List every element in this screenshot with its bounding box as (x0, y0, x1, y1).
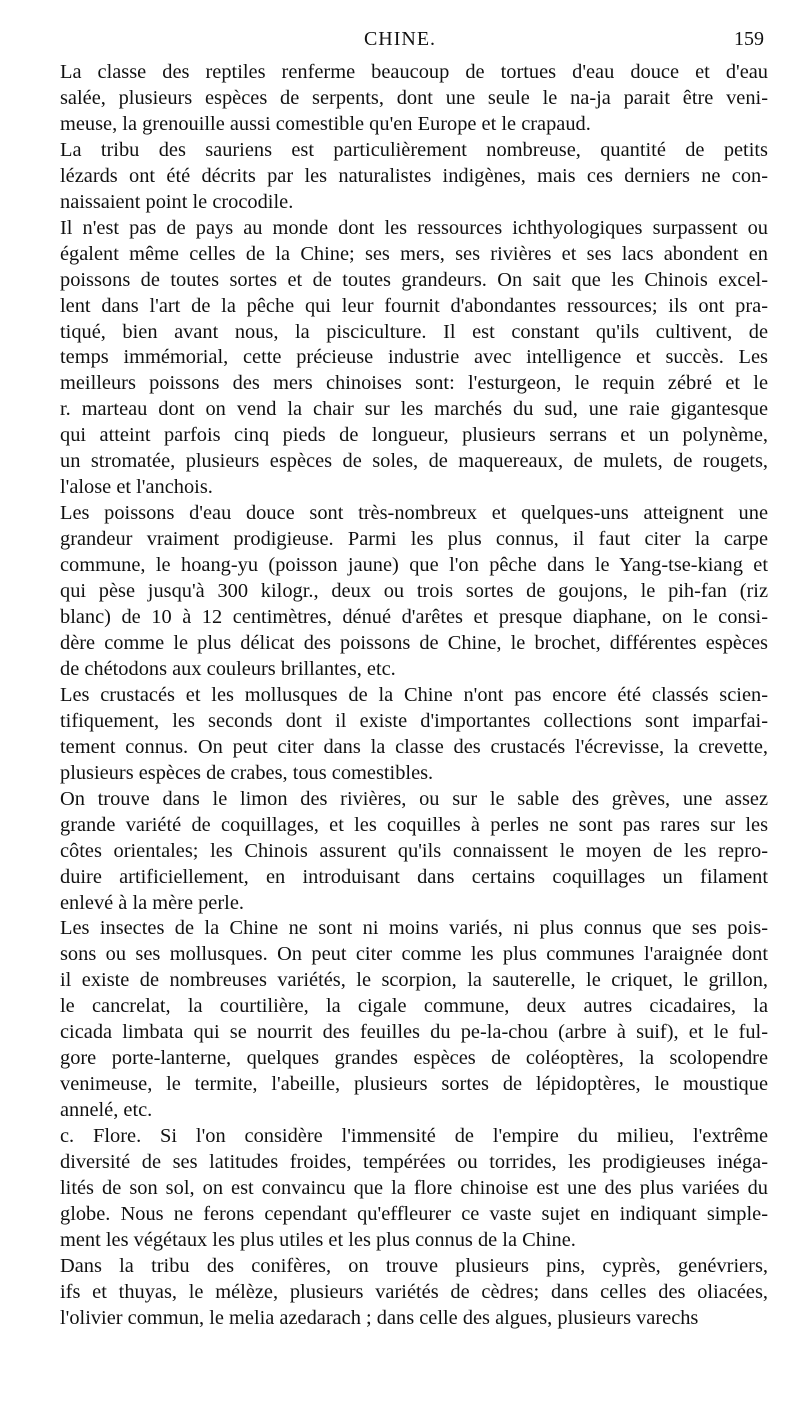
text-line: gore porte-lanterne, quelques grandes espèces de coléoptères, la scolopendre (60, 1047, 768, 1070)
text-line: lités de son sol, on est convaincu que la flore chinoise est une des plus variées du (60, 1176, 768, 1199)
text-line: cicada limbata qui se nourrit des feuilles du pe-la-chou (arbre à suif), et le ful- (60, 1021, 768, 1044)
text-line: venimeuse, le termite, l'abeille, plusieurs sortes de lépidoptères, le moustique (60, 1073, 768, 1096)
text-line: lézards ont été décrits par les naturalistes indigènes, mais ces derniers ne con- (60, 164, 768, 187)
text-line: lent dans l'art de la pêche qui leur fournit d'abondantes ressources; ils ont pra- (60, 294, 768, 317)
text-line: La tribu des sauriens est particulièrement nombreuse, quantité de petits (60, 138, 768, 161)
text-line: temps immémorial, cette précieuse industrie avec intelligence et succès. Les (60, 346, 768, 369)
text-line: qui pèse jusqu'à 300 kilogr., deux ou trois sortes de goujons, le pih-fan (riz (60, 580, 768, 603)
text-line: Les insectes de la Chine ne sont ni moins variés, ni plus connus que ses pois- (60, 917, 768, 940)
running-head (0, 22, 800, 54)
text-line: globe. Nous ne ferons cependant qu'effleurer ce vaste sujet en indiquant simple- (60, 1202, 768, 1225)
text-line: côtes orientales; les Chinois assurent qu'ils connaissent le moyen de les repro- (60, 839, 768, 862)
running-title: CHINE. (363, 28, 437, 50)
text-line: annelé, etc. (60, 1099, 153, 1122)
text-line: duire artificiellement, en introduisant dans certains coquillages un filament (60, 865, 768, 888)
paragraph (60, 1254, 768, 1332)
text-line: qui atteint parfois cinq pieds de longueur, plusieurs serrans et un polynème, (60, 424, 768, 447)
text-line: l'alose et l'anchois. (60, 476, 213, 499)
paragraph (60, 1124, 768, 1254)
text-line: On trouve dans le limon des rivières, ou sur le sable des grèves, une assez (60, 787, 768, 810)
paragraph (60, 501, 768, 683)
text-line: un stromatée, plusieurs espèces de soles, de maquereaux, de mulets, de rougets, (60, 450, 768, 473)
paragraph (60, 683, 768, 787)
text-line: le cancrelat, la courtilière, la cigale commune, deux autres cicadaires, la (60, 995, 768, 1018)
text-line: plusieurs espèces de crabes, tous comestibles. (60, 761, 434, 784)
text-line: ment les végétaux les plus utiles et les plus connus de la Chine. (60, 1228, 576, 1251)
text-line: blanc) de 10 à 12 centimètres, dénué d'arêtes et presque diaphane, on le consi- (60, 606, 768, 629)
text-line: diversité de ses latitudes froides, tempérées ou torrides, les prodigieuses inéga- (60, 1151, 768, 1174)
text-line: sons ou ses mollusques. On peut citer comme les plus communes l'araignée dont (60, 943, 768, 966)
text-line: Les poissons d'eau douce sont très-nombreux et quelques-uns atteignent une (60, 502, 768, 525)
paragraph (60, 916, 768, 1124)
text-line: tiqué, bien avant nous, la pisciculture. Il est constant qu'ils cultivent, de (60, 320, 768, 343)
paragraph (60, 138, 768, 216)
text-line: commune, le hoang-yu (poisson jaune) que l'on pêche dans le Yang-tse-kiang et (60, 554, 768, 577)
text-line: poissons de toutes sortes et de toutes grandeurs. On sait que les Chinois excel- (60, 268, 768, 291)
text-line: l'olivier commun, le melia azedarach ; dans celle des algues, plusieurs varechs (60, 1306, 699, 1329)
text-line: grande variété de coquillages, et les coquilles à perles ne sont pas rares sur les (60, 813, 768, 836)
text-line: meuse, la grenouille aussi comestible qu'en Europe et le crapaud. (60, 112, 591, 135)
text-line: tifiquement, les seconds dont il existe d'importantes collections sont imparfai- (60, 709, 768, 732)
text-line: il existe de nombreuses variétés, le scorpion, la sauterelle, le criquet, le grillon, (60, 969, 768, 992)
text-line: salée, plusieurs espèces de serpents, dont une seule le na-ja parait être veni- (60, 86, 768, 109)
text-line: c. Flore. Si l'on considère l'immensité de l'empire du milieu, l'extrême (60, 1125, 768, 1148)
text-line: dère comme le plus délicat des poissons de Chine, le brochet, différentes espèces (60, 631, 768, 654)
text-line: Dans la tribu des conifères, on trouve plusieurs pins, cyprès, genévriers, (60, 1254, 768, 1277)
page-number: 159 (734, 28, 764, 50)
text-line: meilleurs poissons des mers chinoises sont: l'esturgeon, le requin zébré et le (60, 372, 768, 395)
text-line: tement connus. On peut citer dans la classe des crustacés l'écrevisse, la crevette, (60, 735, 768, 758)
paragraph (60, 787, 768, 917)
paragraph (60, 216, 768, 501)
text-line: naissaient point le crocodile. (60, 190, 294, 213)
paragraph (60, 60, 768, 138)
text-line: ifs et thuyas, le mélèze, plusieurs variétés de cèdres; dans celles des oliacées, (60, 1280, 768, 1303)
text-line: égalent même celles de la Chine; ses mers, ses rivières et ses lacs abondent en (60, 242, 768, 265)
text-line: grandeur vraiment prodigieuse. Parmi les plus connus, il faut citer la carpe (60, 528, 768, 551)
text-line: Il n'est pas de pays au monde dont les ressources ichthyologiques surpassent ou (60, 216, 768, 239)
body-text (60, 60, 768, 1332)
text-line: r. marteau dont on vend la chair sur les marchés du sud, une raie gigantesque (60, 398, 768, 421)
text-line: La classe des reptiles renferme beaucoup de tortues d'eau douce et d'eau (60, 61, 768, 83)
text-line: Les crustacés et les mollusques de la Chine n'ont pas encore été classés scien- (60, 683, 768, 706)
text-line: de chétodons aux couleurs brillantes, etc. (60, 657, 396, 680)
text-line: enlevé à la mère perle. (60, 891, 244, 914)
